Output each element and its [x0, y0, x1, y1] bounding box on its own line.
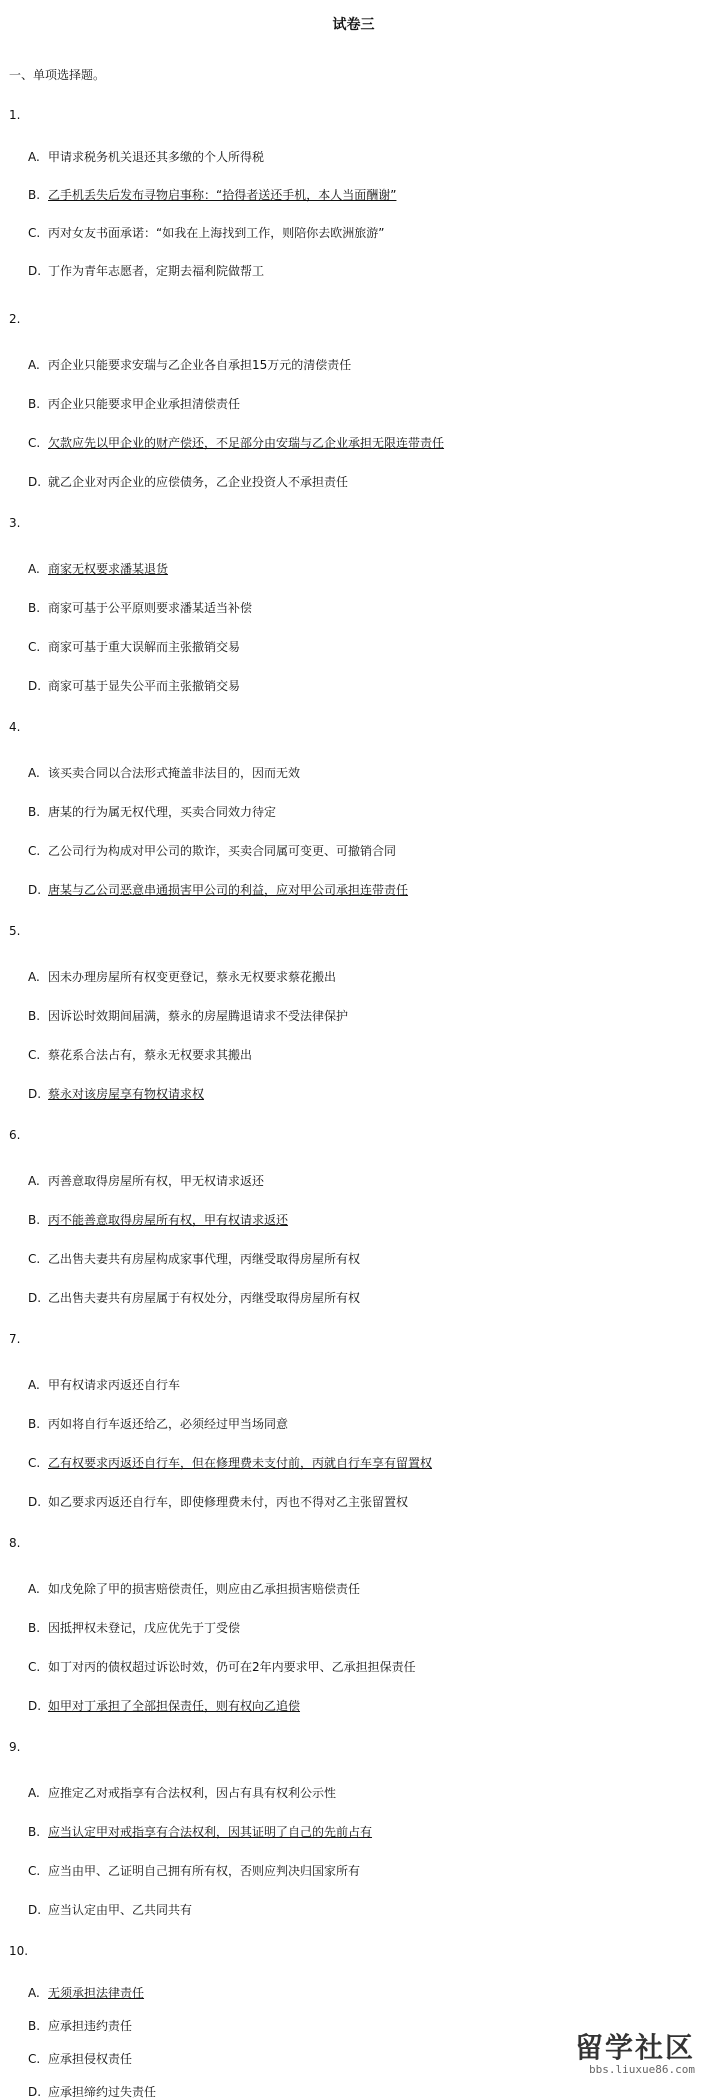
- answer-option: [28, 638, 240, 655]
- option-text: 商家可基于重大误解而主张撤销交易: [48, 640, 241, 654]
- option-text: 因抵押权未登记，戊应优先于丁受偿: [48, 1621, 241, 1635]
- option-letter: D.: [28, 264, 42, 278]
- answer-option: [28, 1172, 264, 1189]
- option-text: 甲有权请求丙返还自行车: [48, 1378, 181, 1392]
- answer-option: [28, 2017, 132, 2034]
- option-text: 乙手机丢失后发布寻物启事称：“拾得者送还手机，本人当面酬谢”: [48, 188, 397, 202]
- option-text: 商家可基于显失公平而主张撤销交易: [48, 679, 241, 693]
- option-letter: A.: [28, 1174, 40, 1188]
- answer-option: [28, 1580, 360, 1597]
- option-letter: D.: [28, 679, 42, 693]
- option-text: 欠款应先以甲企业的财产偿还，不足部分由安瑞与乙企业承担无限连带责任: [48, 436, 445, 450]
- watermark-logo: [560, 2026, 695, 2076]
- answer-option: [28, 1454, 432, 1471]
- option-letter: C.: [28, 226, 41, 240]
- answer-option: [28, 395, 240, 412]
- option-text: 无须承担法律责任: [48, 1986, 145, 2000]
- answer-option: [28, 2083, 156, 2100]
- option-text: 应当由甲、乙证明自己拥有所有权，否则应判决归国家所有: [48, 1864, 361, 1878]
- option-letter: A.: [28, 1786, 40, 1800]
- option-letter: B.: [28, 188, 41, 202]
- option-text: 该买卖合同以合法形式掩盖非法目的，因而无效: [48, 766, 301, 780]
- answer-option: [28, 1823, 372, 1840]
- option-text: 丙善意取得房屋所有权，甲无权请求返还: [48, 1174, 265, 1188]
- question-number: 1.: [9, 108, 21, 122]
- option-letter: D.: [28, 883, 42, 897]
- option-letter: A.: [28, 1582, 40, 1596]
- option-text: 应推定乙对戒指享有合法权利，因占有具有权利公示性: [48, 1786, 337, 1800]
- option-text: 丙对女友书面承诺：“如我在上海找到工作，则陪你去欧洲旅游”: [48, 226, 385, 240]
- answer-option: [28, 434, 444, 451]
- answer-option: [28, 1376, 180, 1393]
- question-number: 7.: [9, 1332, 21, 1346]
- option-text: 应承担侵权责任: [48, 2052, 133, 2066]
- option-text: 乙出售夫妻共有房屋构成家事代理，丙继受取得房屋所有权: [48, 1252, 361, 1266]
- option-text: 蔡永对该房屋享有物权请求权: [48, 1087, 205, 1101]
- option-letter: D.: [28, 1087, 42, 1101]
- answer-option: [28, 1619, 240, 1636]
- option-text: 如甲对丁承担了全部担保责任，则有权向乙追偿: [48, 1699, 301, 1713]
- option-letter: D.: [28, 1291, 42, 1305]
- question-number: 2.: [9, 312, 21, 326]
- option-letter: A.: [28, 1378, 40, 1392]
- answer-option: [28, 186, 396, 203]
- option-text: 应承担违约责任: [48, 2019, 133, 2033]
- question-number: 9.: [9, 1740, 21, 1754]
- option-letter: A.: [28, 358, 40, 372]
- answer-option: [28, 1007, 348, 1024]
- option-text: 应当认定由甲、乙共同共有: [48, 1903, 193, 1917]
- option-letter: C.: [28, 1048, 41, 1062]
- option-letter: B.: [28, 1825, 41, 1839]
- option-letter: B.: [28, 1213, 41, 1227]
- option-letter: C.: [28, 1456, 41, 1470]
- answer-option: [28, 1211, 288, 1228]
- option-letter: B.: [28, 601, 41, 615]
- option-letter: C.: [28, 1660, 41, 1674]
- answer-option: [28, 1493, 408, 1510]
- watermark-main: 留学社区: [574, 2031, 695, 2064]
- answer-option: [28, 1085, 204, 1102]
- option-text: 如戊免除了甲的损害赔偿责任，则应由乙承担损害赔偿责任: [48, 1582, 361, 1596]
- option-letter: D.: [28, 1495, 42, 1509]
- option-text: 唐某与乙公司恶意串通损害甲公司的利益，应对甲公司承担连带责任: [48, 883, 409, 897]
- question-number: 6.: [9, 1128, 21, 1142]
- option-text: 如乙要求丙返还自行车，即使修理费未付，丙也不得对乙主张留置权: [48, 1495, 409, 1509]
- option-letter: A.: [28, 562, 40, 576]
- option-letter: C.: [28, 2052, 41, 2066]
- option-letter: B.: [28, 805, 41, 819]
- answer-option: [28, 599, 252, 616]
- option-text: 丙如将自行车返还给乙，必须经过甲当场同意: [48, 1417, 289, 1431]
- answer-option: [28, 881, 408, 898]
- answer-option: [28, 1901, 192, 1918]
- answer-option: [28, 356, 351, 373]
- answer-option: [28, 1984, 144, 2001]
- option-text: 就乙企业对丙企业的应偿债务，乙企业投资人不承担责任: [48, 475, 349, 489]
- option-letter: C.: [28, 1252, 41, 1266]
- option-letter: A.: [28, 150, 40, 164]
- answer-option: [28, 148, 264, 165]
- option-letter: D.: [28, 475, 42, 489]
- option-letter: A.: [28, 1986, 40, 2000]
- question-number: 10.: [9, 1944, 29, 1958]
- option-letter: D.: [28, 2085, 42, 2099]
- question-number: 3.: [9, 516, 21, 530]
- option-text: 乙有权要求丙返还自行车，但在修理费未支付前，丙就自行车享有留置权: [48, 1456, 433, 1470]
- option-letter: B.: [28, 1009, 41, 1023]
- question-number: 4.: [9, 720, 21, 734]
- option-text: 丙不能善意取得房屋所有权，甲有权请求返还: [48, 1213, 289, 1227]
- option-text: 乙公司行为构成对甲公司的欺诈，买卖合同属可变更、可撤销合同: [48, 844, 397, 858]
- answer-option: [28, 968, 336, 985]
- option-letter: B.: [28, 397, 41, 411]
- option-letter: A.: [28, 970, 40, 984]
- answer-option: [28, 1415, 288, 1432]
- answer-option: [28, 1250, 360, 1267]
- answer-option: [28, 560, 168, 577]
- option-letter: B.: [28, 2019, 41, 2033]
- answer-option: [28, 473, 348, 490]
- answer-option: [28, 842, 396, 859]
- option-text: 甲请求税务机关退还其多缴的个人所得税: [48, 150, 265, 164]
- answer-option: [28, 1697, 300, 1714]
- question-number: 5.: [9, 924, 21, 938]
- option-letter: C.: [28, 436, 41, 450]
- option-text: 蔡花系合法占有，蔡永无权要求其搬出: [48, 1048, 253, 1062]
- option-letter: C.: [28, 1864, 41, 1878]
- option-letter: D.: [28, 1903, 42, 1917]
- answer-option: [28, 1862, 360, 1879]
- option-text: 丁作为青年志愿者，定期去福利院做帮工: [48, 264, 265, 278]
- option-letter: D.: [28, 1699, 42, 1713]
- option-letter: B.: [28, 1621, 41, 1635]
- option-text: 丙企业只能要求安瑞与乙企业各自承担15万元的清偿责任: [48, 358, 352, 372]
- option-text: 商家无权要求潘某退货: [48, 562, 169, 576]
- answer-option: [28, 1289, 360, 1306]
- page-title: 试卷三: [332, 17, 375, 33]
- option-text: 因未办理房屋所有权变更登记，蔡永无权要求蔡花搬出: [48, 970, 337, 984]
- option-letter: C.: [28, 640, 41, 654]
- option-text: 商家可基于公平原则要求潘某适当补偿: [48, 601, 253, 615]
- question-number: 8.: [9, 1536, 21, 1550]
- option-letter: C.: [28, 844, 41, 858]
- option-letter: B.: [28, 1417, 41, 1431]
- option-text: 乙出售夫妻共有房屋属于有权处分，丙继受取得房屋所有权: [48, 1291, 361, 1305]
- option-letter: A.: [28, 766, 40, 780]
- option-text: 如丁对丙的债权超过诉讼时效，仍可在2年内要求甲、乙承担担保责任: [48, 1660, 416, 1674]
- option-text: 丙企业只能要求甲企业承担清偿责任: [48, 397, 241, 411]
- answer-option: [28, 803, 276, 820]
- option-text: 应承担缔约过失责任: [48, 2085, 157, 2099]
- answer-option: [28, 1658, 416, 1675]
- answer-option: [28, 1784, 336, 1801]
- option-text: 唐某的行为属无权代理，买卖合同效力待定: [48, 805, 277, 819]
- answer-option: [28, 677, 240, 694]
- answer-option: [28, 224, 384, 241]
- option-text: 应当认定甲对戒指享有合法权利，因其证明了自己的先前占有: [48, 1825, 373, 1839]
- answer-option: [28, 262, 264, 279]
- answer-option: [28, 764, 300, 781]
- answer-option: [28, 2050, 132, 2067]
- watermark-url: bbs.liuxue86.com: [589, 2063, 695, 2076]
- option-text: 因诉讼时效期间届满，蔡永的房屋腾退请求不受法律保护: [48, 1009, 349, 1023]
- answer-option: [28, 1046, 252, 1063]
- section-heading: 一、单项选择题。: [9, 68, 106, 82]
